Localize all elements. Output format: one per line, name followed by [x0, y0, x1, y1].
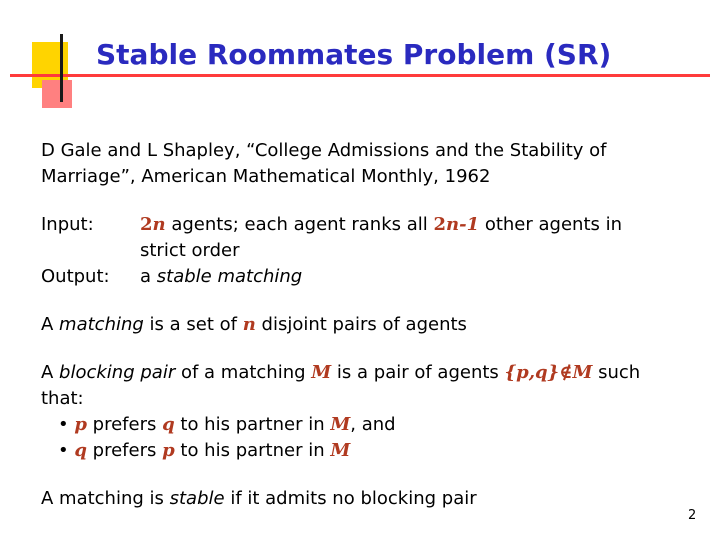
bullet-icon: • — [58, 440, 75, 461]
text: prefers — [86, 414, 163, 435]
text: is a set of — [143, 314, 243, 335]
text: , and — [350, 414, 396, 435]
text: to his partner in — [174, 440, 331, 461]
math-m: M — [330, 414, 351, 435]
output-emphasis: stable matching — [156, 266, 303, 287]
matching-definition — [41, 312, 467, 338]
input-text: agents; each agent ranks all — [165, 214, 434, 235]
decor-vertical-bar — [60, 34, 63, 102]
term-matching: matching — [59, 314, 144, 335]
citation-line-2: Marriage”, American Mathematical Monthly, 1962 — [41, 166, 491, 187]
text: of a matching — [175, 362, 312, 383]
term-blocking-pair: blocking pair — [59, 362, 176, 383]
bullet-item — [58, 438, 350, 464]
output-label: Output: — [41, 266, 110, 287]
output-prefix: a — [140, 266, 157, 287]
text: A — [41, 314, 60, 335]
text: is a pair of agents — [331, 362, 505, 383]
math-2: 2 — [140, 214, 153, 235]
text: disjoint pairs of agents — [255, 314, 467, 335]
bullet-icon: • — [58, 414, 75, 435]
input-text-line-1 — [140, 212, 622, 238]
text: if it admits no blocking pair — [224, 488, 477, 509]
input-label: Input: — [41, 214, 94, 235]
input-text: other agents in — [479, 214, 623, 235]
text: to his partner in — [174, 414, 331, 435]
text: A — [41, 362, 60, 383]
text: such — [592, 362, 641, 383]
math-n: n — [152, 214, 166, 235]
output-text — [140, 264, 302, 290]
blocking-definition-line-2: that: — [41, 388, 84, 409]
citation-line-1: D Gale and L Shapley, “College Admissions and the Stability of — [41, 140, 607, 161]
math-m: M — [311, 362, 332, 383]
input-text-line-2: strict order — [140, 240, 240, 261]
text: prefers — [86, 440, 163, 461]
stable-definition — [41, 486, 477, 512]
text: A matching is — [41, 488, 170, 509]
math-n: n — [242, 314, 256, 335]
math-p: p — [74, 414, 87, 435]
math-pq-not-in-m: {p,q}∉M — [504, 362, 593, 383]
decor-title-underline — [10, 74, 710, 77]
math-m: M — [330, 440, 351, 461]
term-stable: stable — [169, 488, 225, 509]
math-q: q — [162, 414, 175, 435]
bullet-item — [58, 412, 396, 438]
blocking-definition-line-1 — [41, 360, 640, 386]
page-number: 2 — [688, 508, 697, 523]
math-q: q — [74, 440, 87, 461]
slide-title: Stable Roommates Problem (SR) — [96, 38, 612, 71]
math-n-minus-1: n-1 — [446, 214, 480, 235]
decor-pink-square — [42, 80, 72, 108]
math-2: 2 — [433, 214, 447, 235]
math-p: p — [162, 440, 175, 461]
